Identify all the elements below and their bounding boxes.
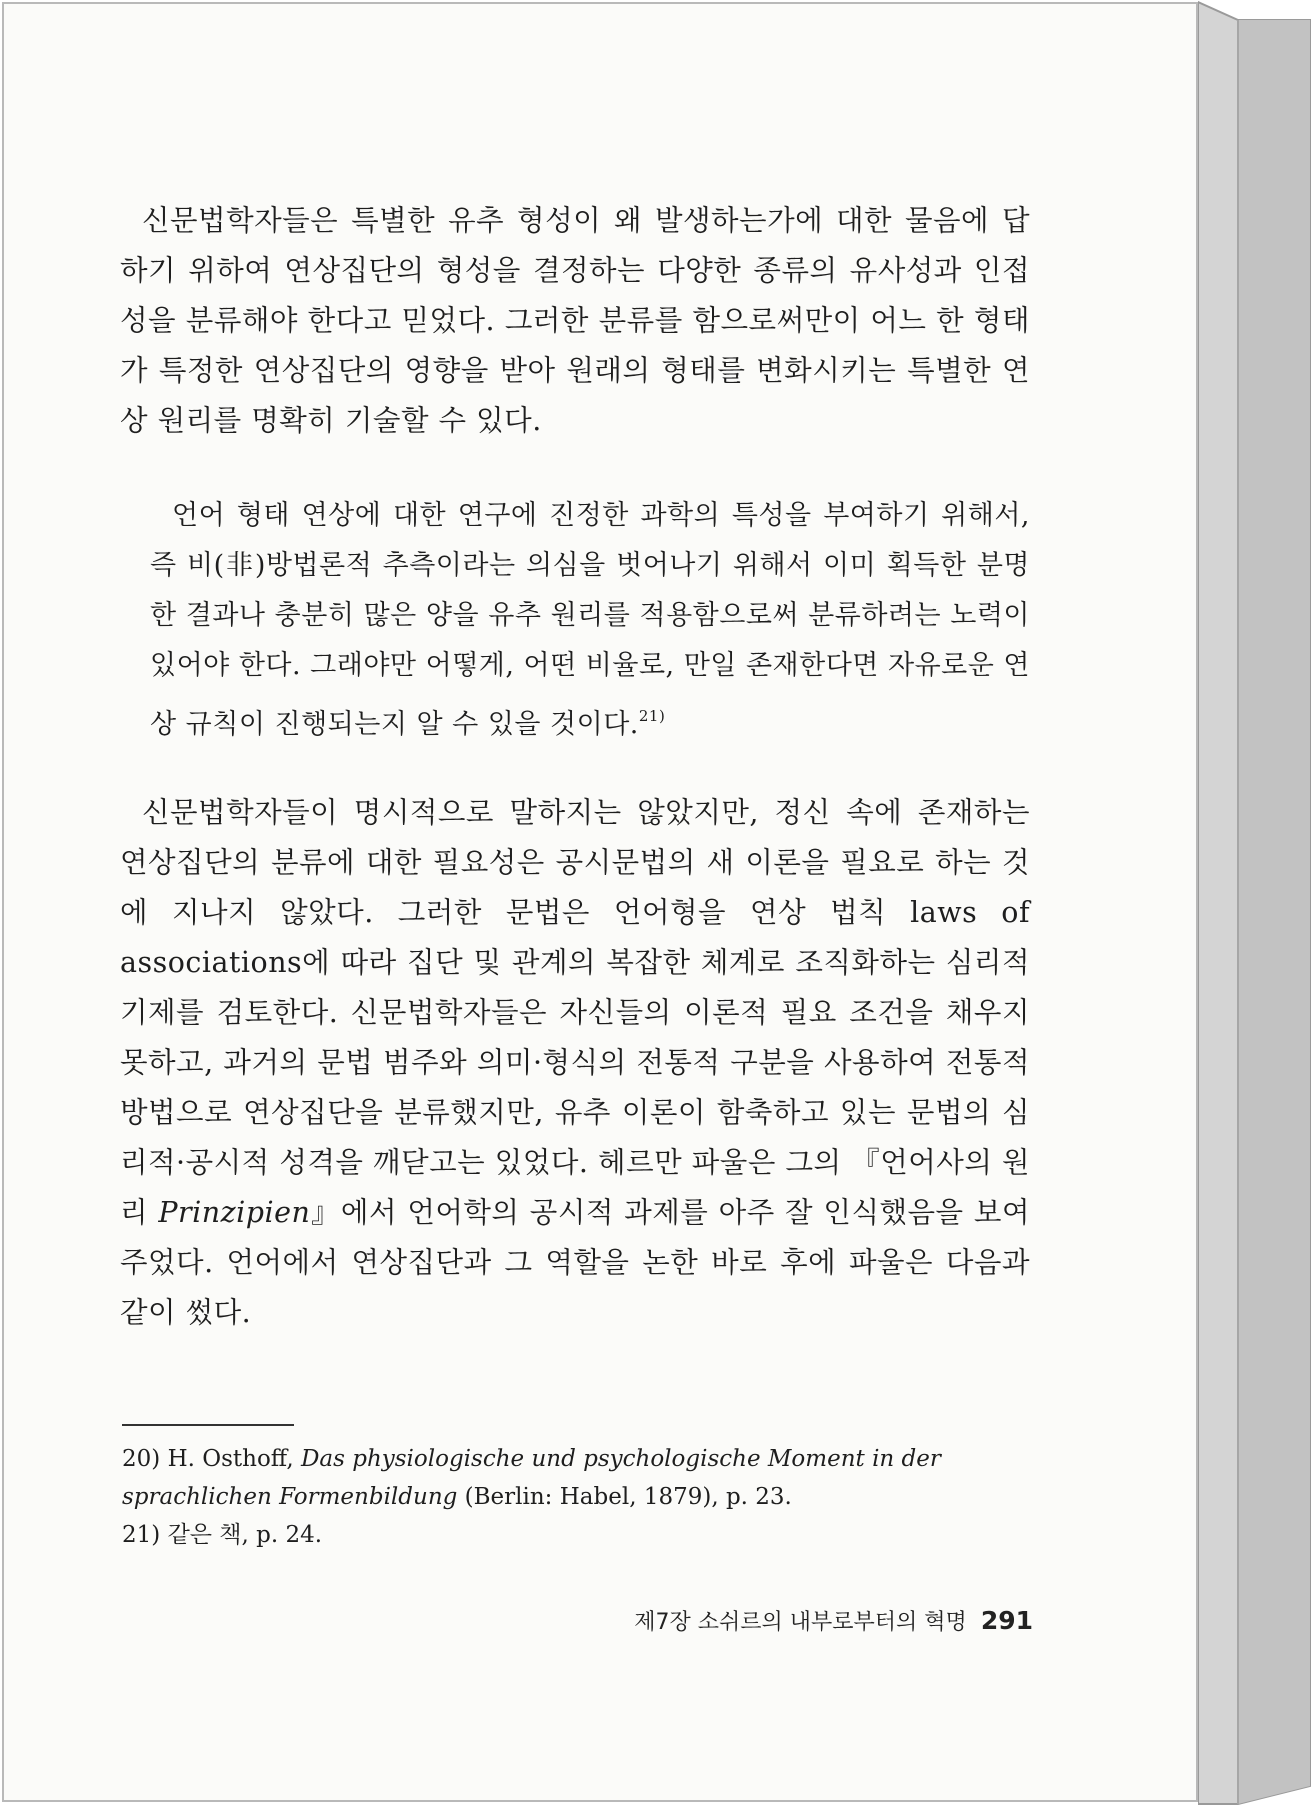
footnote-20-publication: (Berlin: Habel, 1879), p. 23. — [464, 1484, 792, 1510]
footnote-20 — [122, 1440, 1032, 1516]
block-quote-text: 언어 형태 연상에 대한 연구에 진정한 과학의 특성을 부여하기 위해서, 즉 비(非)방법론적 추측이라는 의심을 벗어나기 위해서 이미 획득한 분명한 결과나 충분히 많은 양을 유추 원리를 적용함으로써 분류하려는 노력이 있어야 한다. 그래야만 어떻게, 어떤 비율로, 만일 존재한다면 자유로운 연상 규칙이 진행되는지 알 수 있을 것이다. — [150, 500, 1030, 740]
paragraph-2-part-1: 신문법학자들이 명시적으로 말하지는 않았지만, 정신 속에 존재하는 연상집단의 분류에 대한 필요성은 공시문법의 새 이론을 필요로 하는 것에 지나지 않았다. 그러한 문법은 언어형을 연상 법칙 laws of associations에 따라 집단 및 관계의 복잡한 체계로 조직화하는 심리적 기제를 검토한다. 신문법학자들은 자신들의 이론적 필요 조건을 채우지 못하고, 과거의 문법 범주와 의미·형식의 전통적 구분을 사용하여 전통적 방법으로 연상집단을 분류했지만, 유추 이론이 함축하고 있는 문법의 심리적·공시적 성격을 깨닫고는 있었다. 헤르만 파울은 그의 『언어사의 원리 — [120, 796, 1030, 1229]
footnote-20-number: 20) — [122, 1446, 161, 1472]
footnote-20-title: Das physiologische und psychologische Moment in der sprachlichen Formenbildung — [122, 1446, 941, 1510]
paragraph-2-block — [120, 788, 1030, 1338]
page-number: 291 — [980, 1606, 1033, 1635]
footnote-21-number: 21) — [122, 1522, 161, 1548]
paragraph-2-part-2: 』에서 언어학의 공시적 과제를 아주 잘 인식했음을 보여 주었다. 언어에서 연상집단과 그 역할을 논한 바로 후에 파울은 다음과 같이 썼다. — [120, 1196, 1030, 1329]
running-footer — [634, 1605, 1033, 1636]
page-edge-shadow — [1198, 0, 1311, 1806]
running-head-chapter: 제7장 소쉬르의 내부로부터의 혁명 — [634, 1610, 967, 1635]
footnote-21 — [122, 1516, 1032, 1554]
paragraph-1-block — [120, 196, 1030, 446]
paragraph-1: 신문법학자들은 특별한 유추 형성이 왜 발생하는가에 대한 물음에 답하기 위하여 연상집단의 형성을 결정하는 다양한 종류의 유사성과 인접성을 분류해야 한다고 믿었다. 그러한 분류를 함으로써만이 어느 한 형태가 특정한 연상집단의 영향을 받아 원래의 형태를 변화시키는 특별한 연상 원리를 명확히 기술할 수 있다. — [120, 204, 1030, 437]
footnote-20-author: H. Osthoff, — [167, 1446, 294, 1472]
book-title-italic: Prinzipien — [158, 1196, 311, 1229]
footnotes — [122, 1440, 1032, 1554]
footnote-ref-21: 21) — [638, 707, 666, 725]
footnote-21-text: 같은 책, p. 24. — [167, 1522, 323, 1548]
footnote-divider — [122, 1424, 294, 1426]
paragraph-2 — [120, 788, 1030, 1338]
block-quote — [150, 491, 1030, 750]
